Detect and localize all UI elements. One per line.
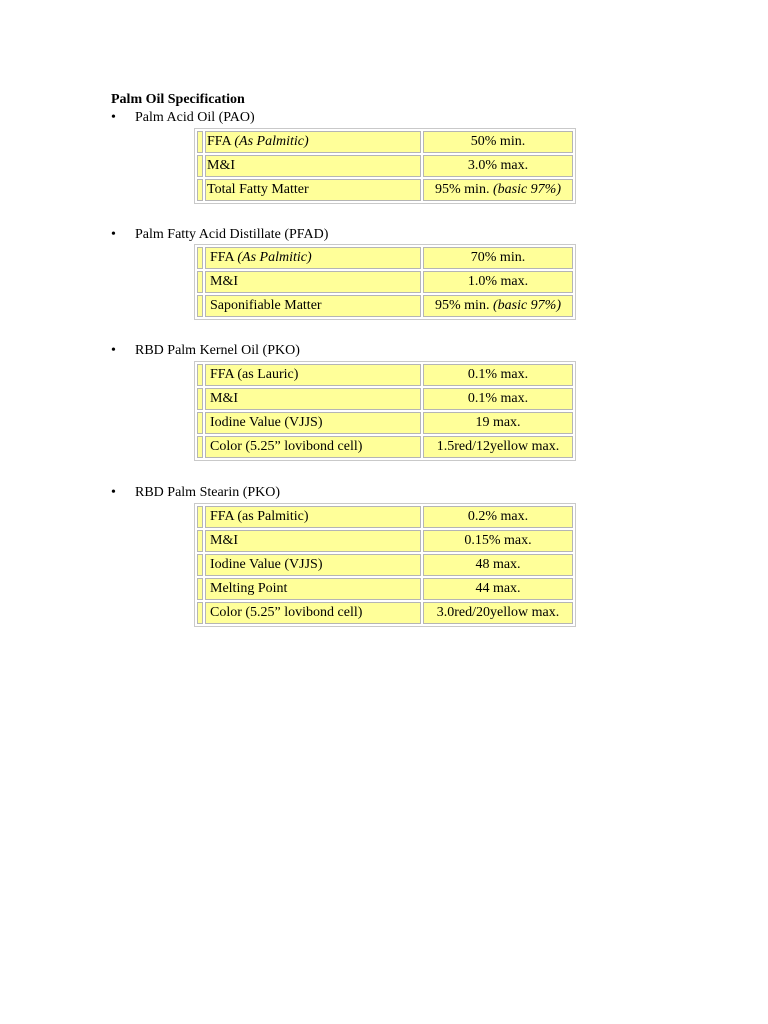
spec-value-cell xyxy=(423,295,573,317)
spec-label: M&I xyxy=(207,158,235,173)
row-gutter-cell xyxy=(197,602,203,624)
section-heading-label: Palm Fatty Acid Distillate (PFAD) xyxy=(135,227,329,242)
spec-value-cell xyxy=(423,436,573,458)
spec-label-cell xyxy=(205,530,421,552)
spec-label-cell xyxy=(205,364,421,386)
table-row xyxy=(197,179,573,201)
spec-label: Melting Point xyxy=(210,581,288,596)
spec-label-cell xyxy=(205,578,421,600)
spec-value-cell xyxy=(423,271,573,293)
spec-value-cell xyxy=(423,578,573,600)
spec-value: 3.0% max. xyxy=(467,158,529,173)
spec-value-cell xyxy=(423,131,573,153)
spec-table-pko xyxy=(194,361,576,461)
spec-label: Saponifiable Matter xyxy=(210,298,322,313)
spec-label: M&I xyxy=(210,274,238,289)
row-gutter-cell xyxy=(197,131,203,153)
spec-value: 44 max. xyxy=(475,581,521,596)
table-row xyxy=(197,247,573,269)
spec-label: Color (5.25” lovibond cell) xyxy=(210,439,363,454)
spec-table-stearin xyxy=(194,503,576,627)
spec-value: 50% min. xyxy=(470,134,526,149)
spec-label-cell xyxy=(205,388,421,410)
spec-value: 48 max. xyxy=(475,557,521,572)
bullet-icon: • xyxy=(111,110,116,125)
spec-value: 70% min. xyxy=(470,250,526,265)
spec-value-cell xyxy=(423,155,573,177)
row-gutter-cell xyxy=(197,506,203,528)
row-gutter-cell xyxy=(197,247,203,269)
spec-value-cell xyxy=(423,364,573,386)
page-title: Palm Oil Specification xyxy=(111,92,245,107)
table-row xyxy=(197,364,573,386)
table-row xyxy=(197,578,573,600)
spec-value: 1.5red/12yellow max. xyxy=(436,439,560,454)
spec-label-cell xyxy=(205,412,421,434)
table-row xyxy=(197,271,573,293)
spec-label: Iodine Value (VJJS) xyxy=(210,557,323,572)
row-gutter-cell xyxy=(197,364,203,386)
spec-value-cell xyxy=(423,179,573,201)
row-gutter-cell xyxy=(197,578,203,600)
spec-label: Color (5.25” lovibond cell) xyxy=(210,605,363,620)
table-row xyxy=(197,295,573,317)
spec-value-cell xyxy=(423,506,573,528)
section-heading-pao xyxy=(111,109,255,126)
spec-value-cell xyxy=(423,388,573,410)
spec-label: FFA xyxy=(207,134,235,149)
row-gutter-cell xyxy=(197,388,203,410)
bullet-icon: • xyxy=(111,343,116,358)
spec-value: 3.0red/20yellow max. xyxy=(436,605,560,620)
spec-label: Total Fatty Matter xyxy=(207,182,309,197)
spec-label-cell xyxy=(205,436,421,458)
spec-label-cell xyxy=(205,602,421,624)
spec-label-cell xyxy=(205,131,421,153)
spec-label-note: (As Palmitic) xyxy=(234,134,309,149)
table-row xyxy=(197,602,573,624)
spec-label: M&I xyxy=(210,533,238,548)
spec-value: 0.1% max. xyxy=(467,367,529,382)
spec-value-cell xyxy=(423,530,573,552)
section-heading-pko xyxy=(111,342,300,359)
spec-value-cell xyxy=(423,247,573,269)
table-row xyxy=(197,388,573,410)
row-gutter-cell xyxy=(197,155,203,177)
bullet-icon: • xyxy=(111,227,116,242)
spec-label-cell xyxy=(205,295,421,317)
spec-value: 95% min. xyxy=(435,182,493,197)
row-gutter-cell xyxy=(197,530,203,552)
spec-value: 0.15% max. xyxy=(464,533,532,548)
section-heading-label: RBD Palm Kernel Oil (PKO) xyxy=(135,343,300,358)
spec-value: 19 max. xyxy=(475,415,521,430)
table-row xyxy=(197,436,573,458)
row-gutter-cell xyxy=(197,436,203,458)
table-row xyxy=(197,412,573,434)
spec-label: Iodine Value (VJJS) xyxy=(210,415,323,430)
section-heading-pfad xyxy=(111,226,328,243)
spec-label-note: (As Palmitic) xyxy=(237,250,312,265)
spec-label-cell xyxy=(205,271,421,293)
table-row xyxy=(197,131,573,153)
spec-label-cell xyxy=(205,179,421,201)
spec-label: FFA xyxy=(210,250,238,265)
spec-value: 95% min. xyxy=(435,298,493,313)
spec-value-note: (basic 97%) xyxy=(492,182,561,197)
row-gutter-cell xyxy=(197,295,203,317)
spec-value-cell xyxy=(423,554,573,576)
spec-table-pfad xyxy=(194,244,576,320)
spec-label: M&I xyxy=(210,391,238,406)
table-row xyxy=(197,530,573,552)
section-heading-label: Palm Acid Oil (PAO) xyxy=(135,110,255,125)
spec-label: FFA (as Lauric) xyxy=(210,367,299,382)
spec-value-note: (basic 97%) xyxy=(492,298,561,313)
spec-label-cell xyxy=(205,155,421,177)
spec-value-cell xyxy=(423,602,573,624)
table-row xyxy=(197,554,573,576)
spec-label-cell xyxy=(205,506,421,528)
spec-value: 0.1% max. xyxy=(467,391,529,406)
spec-label: FFA (as Palmitic) xyxy=(210,509,309,524)
table-row xyxy=(197,506,573,528)
spec-label-cell xyxy=(205,554,421,576)
row-gutter-cell xyxy=(197,554,203,576)
section-heading-label: RBD Palm Stearin (PKO) xyxy=(135,485,281,500)
table-row xyxy=(197,155,573,177)
row-gutter-cell xyxy=(197,412,203,434)
row-gutter-cell xyxy=(197,179,203,201)
spec-table-pao xyxy=(194,128,576,204)
spec-value: 0.2% max. xyxy=(467,509,529,524)
spec-value-cell xyxy=(423,412,573,434)
spec-value: 1.0% max. xyxy=(467,274,529,289)
row-gutter-cell xyxy=(197,271,203,293)
bullet-icon: • xyxy=(111,485,116,500)
section-heading-stearin xyxy=(111,484,280,501)
spec-label-cell xyxy=(205,247,421,269)
